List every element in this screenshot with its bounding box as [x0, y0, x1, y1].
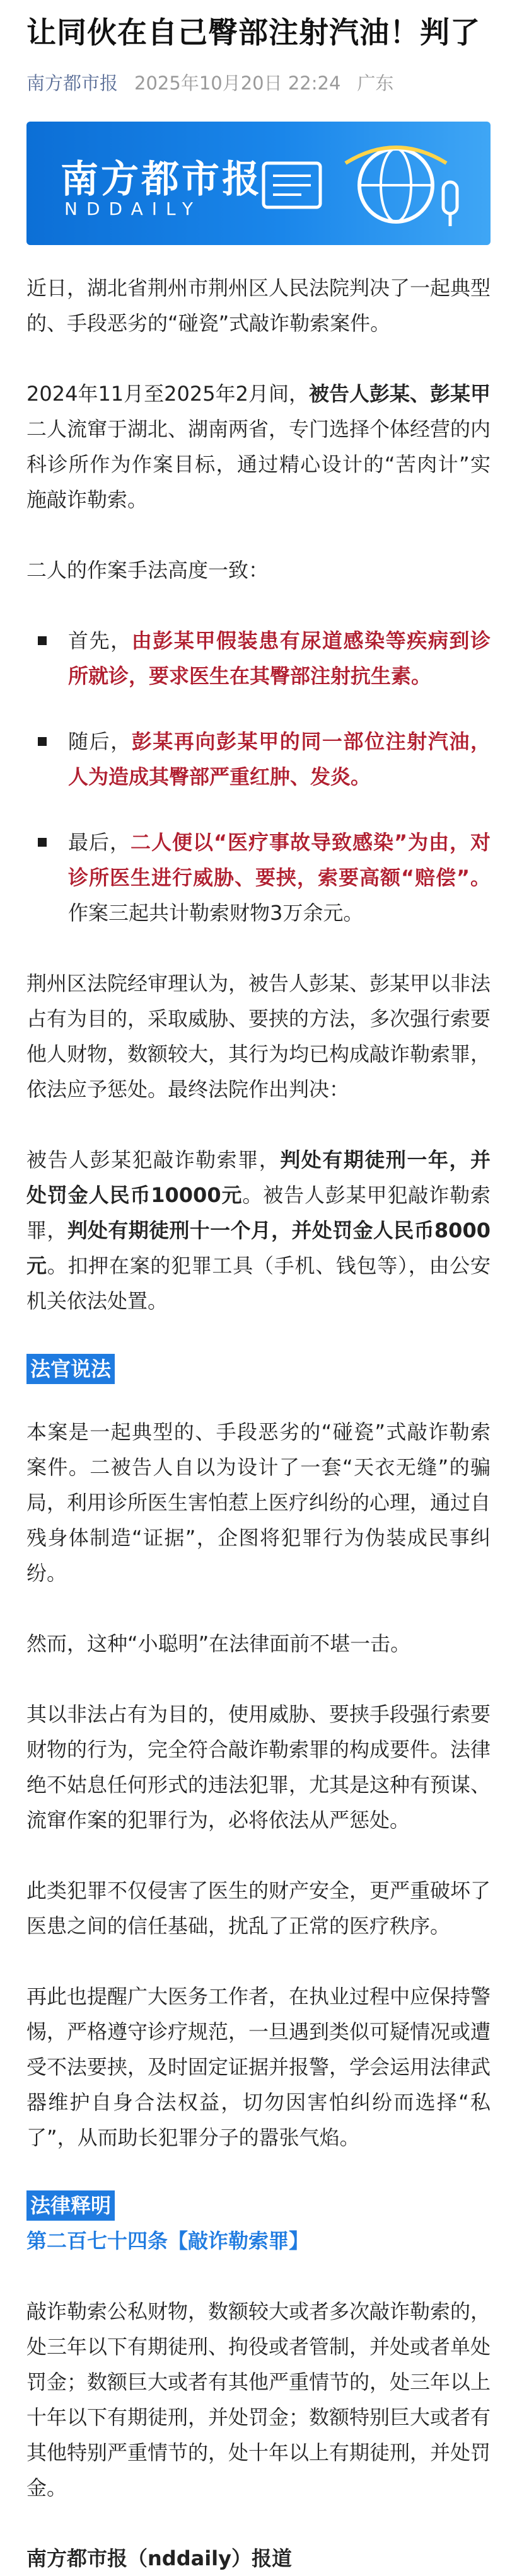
text-span: 被告人彭某犯敲诈勒索罪， [26, 1148, 281, 1172]
bullet-text [68, 825, 491, 930]
text-emphasis: 二人便以“医疗事故导致感染”为由，对诊所医生进行威胁、要挟，索要高额“赔偿”。 [68, 830, 491, 890]
text-bold: 判处有期徒刑十一个月，并处罚金人民币8000元 [26, 1218, 491, 1278]
section-tag-judge: 法官说法 [26, 1354, 115, 1384]
brand-logo-cn: 南方都市报 [61, 157, 262, 202]
bullet-icon [38, 636, 47, 645]
paragraph-judge-1: 本案是一起典型的、手段恶劣的“碰瓷”式敲诈勒索案件。二被告人自以为设计了一套“天衣无缝”的骗局，利用诊所医生害怕惹上医疗纠纷的心理，通过自残身体制造“证据”，企图将犯罪行为伪装成民事纠纷。 [26, 1420, 491, 1585]
list-item [26, 623, 491, 694]
text-span: 二人流窜于湖北、湖南两省，专门选择个体经营的内科诊所作为作案目标，通过精心设计的“苦肉计”实施敲诈勒索。 [26, 417, 491, 512]
law-article-title: 第二百七十四条【敲诈勒索罪】 [26, 2229, 310, 2253]
publish-location: 广东 [357, 72, 394, 94]
footer-credit: 南方都市报（nddaily）报道 [26, 2546, 292, 2570]
paragraph-defendants [26, 376, 491, 517]
text-bold: 被告人彭某、彭某甲 [308, 382, 491, 406]
text-span: 。被告人彭某甲犯敲诈勒索罪， [26, 1183, 491, 1242]
paragraph-court-opinion: 荆州区法院经审理认为，被告人彭某、彭某甲以非法占有为目的，采取威胁、要挟的方法，多次强行索要他人财物，数额较大，其行为均已构成敲诈勒索罪，依法应予惩处。最终法院作出判决： [26, 971, 491, 1101]
text-span: 。扣押在案的犯罪工具（手机、钱包等），由公安机关依法处置。 [26, 1254, 491, 1313]
paragraph-method: 二人的作案手法高度一致： [26, 558, 269, 582]
text-bold: 判处有期徒刑一年，并处罚金人民币10000元 [26, 1148, 491, 1207]
publish-date: 2025年10月20日 22:24 [134, 72, 341, 94]
paragraph-law: 敲诈勒索公私财物，数额较大或者多次敲诈勒索的，处三年以下有期徒刑、拘役或者管制，并处或者单处罚金；数额巨大或者有其他严重情节的，处三年以上十年以下有期徒刑，并处罚金；数额特别巨大或者有其他特别严重情节的，处十年以上有期徒刑，并处罚金。 [26, 2299, 491, 2500]
bullet-text [68, 623, 491, 694]
text-span: 最后， [68, 830, 131, 854]
article-title: 让同伙在自己臀部注射汽油！判了 [26, 16, 480, 50]
newspaper-globe-icon [257, 138, 465, 232]
brand-banner [26, 122, 491, 245]
list-item [26, 825, 491, 930]
text-span: 首先， [68, 629, 132, 653]
paragraph-judge-3: 其以非法占有为目的，使用威胁、要挟手段强行索要财物的行为，完全符合敲诈勒索罪的构成要件。法律绝不姑息任何形式的违法犯罪，尤其是这种有预谋、流窜作案的犯罪行为，必将依法从严惩处。 [26, 1702, 491, 1832]
text-emphasis: 彭某再向彭某甲的同一部位注射汽油，人为造成其臀部严重红肿、发炎。 [68, 730, 491, 789]
section-tag-law: 法律释明 [26, 2190, 115, 2221]
bullet-text [68, 724, 491, 794]
source-link[interactable]: 南方都市报 [26, 72, 119, 94]
text-span: 作案三起共计勒索财物3万余元。 [68, 901, 364, 925]
paragraph-intro: 近日，湖北省荆州市荆州区人民法院判决了一起典型的、手段恶劣的“碰瓷”式敲诈勒索案件。 [26, 276, 491, 335]
paragraph-judge-2: 然而，这种“小聪明”在法律面前不堪一击。 [26, 1632, 411, 1656]
paragraph-judge-5: 再此也提醒广大医务工作者，在执业过程中应保持警惕，严格遵守诊疗规范，一旦遇到类似可疑情况或遭受不法要挟，及时固定证据并报警，学会运用法律武器维护自身合法权益，切勿因害怕纠纷而选择“私了”，从而助长犯罪分子的嚣张气焰。 [26, 1984, 491, 2150]
article-meta [26, 69, 491, 95]
text-emphasis: 由彭某甲假装患有尿道感染等疾病到诊所就诊，要求医生在其臀部注射抗生素。 [68, 629, 491, 688]
brand-logo-en: NDDAILY [64, 198, 202, 219]
bullet-icon [38, 838, 47, 847]
paragraph-judge-4: 此类犯罪不仅侵害了医生的财产安全，更严重破坏了医患之间的信任基础，扰乱了正常的医疗秩序。 [26, 1879, 491, 1938]
paragraph-verdict [26, 1142, 491, 1319]
text-span: 随后， [68, 730, 132, 753]
list-item [26, 724, 491, 794]
article [0, 13, 517, 2576]
text-span: 2024年11月至2025年2月间， [26, 382, 309, 406]
bullet-icon [38, 737, 47, 746]
